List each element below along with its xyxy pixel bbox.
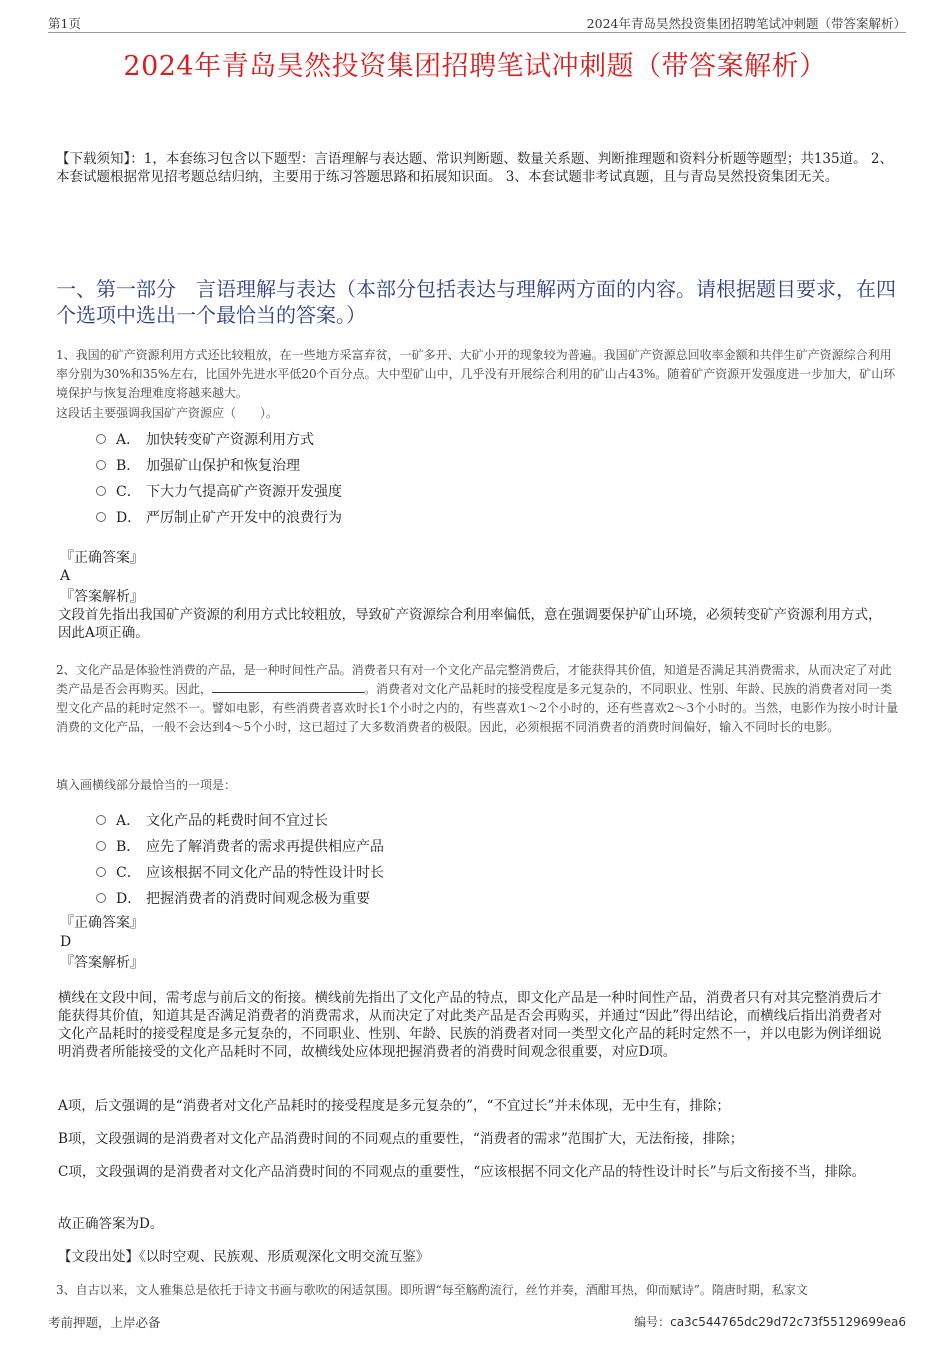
q1-analysis: 文段首先指出我国矿产资源的利用方式比较粗放，导致矿产资源综合利用率偏低，意在强调要保护矿山环境，必须转变矿产资源利用方式，因此A项正确。 (58, 607, 882, 641)
radio-icon[interactable] (96, 486, 106, 496)
radio-icon[interactable] (96, 815, 106, 825)
q1-answer-label: 『正确答案』 (60, 550, 144, 566)
q2-answer-label: 『正确答案』 (60, 915, 144, 931)
q2-stem: 2、文化产品是体验性消费的产品，是一种时间性产品。消费者只有对一个文化产品完整消费后，才能获得其价值，知道是否满足其消费需求，从而决定了对此类产品是否会再购买。因此， 。消费者对文化产品耗时的接受程度是多元复杂的，不同职业、性别、年龄、民族的消费者对同一类型文化产品的耗时定然不一。譬如电影，有些消费者喜欢时长1个小时之内的，有些喜欢1～2个小时的，还有些喜欢2～3个小时的。当然，电影作为按小时计量消费的文化产品，一般不会达到4～5个小时，这已超过了大多数消费者的极限。因此，必须根据不同消费者的消费时间偏好，输入不同时长的电影。 (56, 663, 899, 734)
q2-note-a: A项，后文强调的是“消费者对文化产品耗时的接受程度是多元复杂的”，“不宜过长”并未体现，无中生有，排除； (58, 1098, 730, 1114)
page-title: 2024年青岛昊然投资集团招聘笔试冲刺题（带答案解析） (123, 51, 827, 82)
q2-analysis-label: 『答案解析』 (60, 955, 144, 971)
q2-options (96, 807, 384, 911)
radio-icon[interactable] (96, 434, 106, 444)
page-number: 第1页 (48, 16, 81, 31)
radio-icon[interactable] (96, 512, 106, 522)
header-doc-title: 2024年青岛昊然投资集团招聘笔试冲刺题（带答案解析） (586, 16, 906, 31)
q2-analysis: 横线在文段中间，需考虑与前后文的衔接。横线前先指出了文化产品的特点，即文化产品是一种时间性产品，消费者只有对其完整消费后才能获得其价值，知道其是否满足消费者的消费需求，从而决定了对此类产品是否会再购买，并通过“因此”得出结论，而横线后指出消费者对文化产品耗时的接受程度是多元复杂的，不同职业、性别、年龄、民族的消费者对同一类型文化产品的耗时定然不一，并以电影为例详细说明消费者所能接受的文化产品耗时不同，故横线处应体现把握消费者的消费时间观念很重要，对应D项。 (58, 990, 882, 1060)
q2-option-a[interactable]: A． 文化产品的耗费时间不宜过长 (96, 807, 384, 833)
q1-answer: A (60, 568, 71, 584)
q2-option-d[interactable]: D． 把握消费者的消费时间观念极为重要 (96, 885, 384, 911)
radio-icon[interactable] (96, 460, 106, 470)
q1-option-c[interactable]: C． 下大力气提高矿产资源开发强度 (96, 478, 342, 504)
q1-stem: 1、我国的矿产资源利用方式还比较粗放，在一些地方采富弃贫，一矿多开、大矿小开的现象较为普遍。我国矿产资源总回收率金额和共伴生矿产资源综合利用率分别为30%和35%左右，比国外先进水平低20个百分点。大中型矿山中，几乎没有开展综合利用的矿山占43%。随着矿产资源开发强度进一步加大，矿山环境保护与恢复治理难度将越来越大。 (56, 348, 896, 400)
q1-options (96, 426, 342, 530)
q1-prompt: 这段话主要强调我国矿产资源应（ ）。 (56, 406, 279, 420)
page-header (48, 14, 906, 33)
q2-answer: D (60, 934, 72, 950)
section-heading: 一、第一部分 言语理解与表达（本部分包括表达与理解两方面的内容。请根据题目要求，在四个选项中选出一个最恰当的答案。） (56, 277, 896, 327)
q1-option-d[interactable]: D． 严厉制止矿产开发中的浪费行为 (96, 504, 342, 530)
fill-blank (212, 680, 364, 693)
q2-note-c: C项，文段强调的是消费者对文化产品消费时间的不同观点的重要性，“应该根据不同文化产品的特性设计时长”与后文衔接不当，排除。 (58, 1164, 866, 1180)
q3-stem: 3、自古以来，文人雅集总是依托于诗文书画与歌吹的闲适氛围。即所谓“每至觞酌流行，丝竹并奏，酒酣耳热，仰而赋诗”。隋唐时期，私家文 (56, 1283, 808, 1297)
q2-option-b[interactable]: B． 应先了解消费者的需求再提供相应产品 (96, 833, 384, 859)
radio-icon[interactable] (96, 893, 106, 903)
q2-note-b: B项，文段强调的是消费者对文化产品消费时间的不同观点的重要性，“消费者的需求”范围扩大，无法衔接，排除； (58, 1131, 744, 1147)
radio-icon[interactable] (96, 867, 106, 877)
radio-icon[interactable] (96, 841, 106, 851)
q2-conclusion: 故正确答案为D。 (58, 1216, 164, 1232)
download-notice: 【下载须知】：1，本套练习包含以下题型：言语理解与表达题、常识判断题、数量关系题、判断推理题和资料分析题等题型；共135道。 2、本套试题根据常见招考题总结归纳，主要用于练习答题思路和拓展知识面。 3、本套试题非考试真题，且与青岛昊然投资集团无关。 (56, 151, 893, 185)
footer-slogan: 考前押题，上岸必备 (48, 1315, 161, 1330)
q1-analysis-label: 『答案解析』 (60, 589, 144, 605)
q2-option-c[interactable]: C． 应该根据不同文化产品的特性设计时长 (96, 859, 384, 885)
footer-serial: 编号：ca3c544765dc29d72c73f55129699ea6 (634, 1315, 906, 1329)
q1-option-b[interactable]: B． 加强矿山保护和恢复治理 (96, 452, 342, 478)
q1-option-a[interactable]: A． 加快转变矿产资源利用方式 (96, 426, 342, 452)
q2-source: 【文段出处】《以时空观、民族观、形质观深化文明交流互鉴》 (58, 1249, 430, 1265)
q2-prompt: 填入画横线部分最恰当的一项是： (56, 778, 237, 792)
